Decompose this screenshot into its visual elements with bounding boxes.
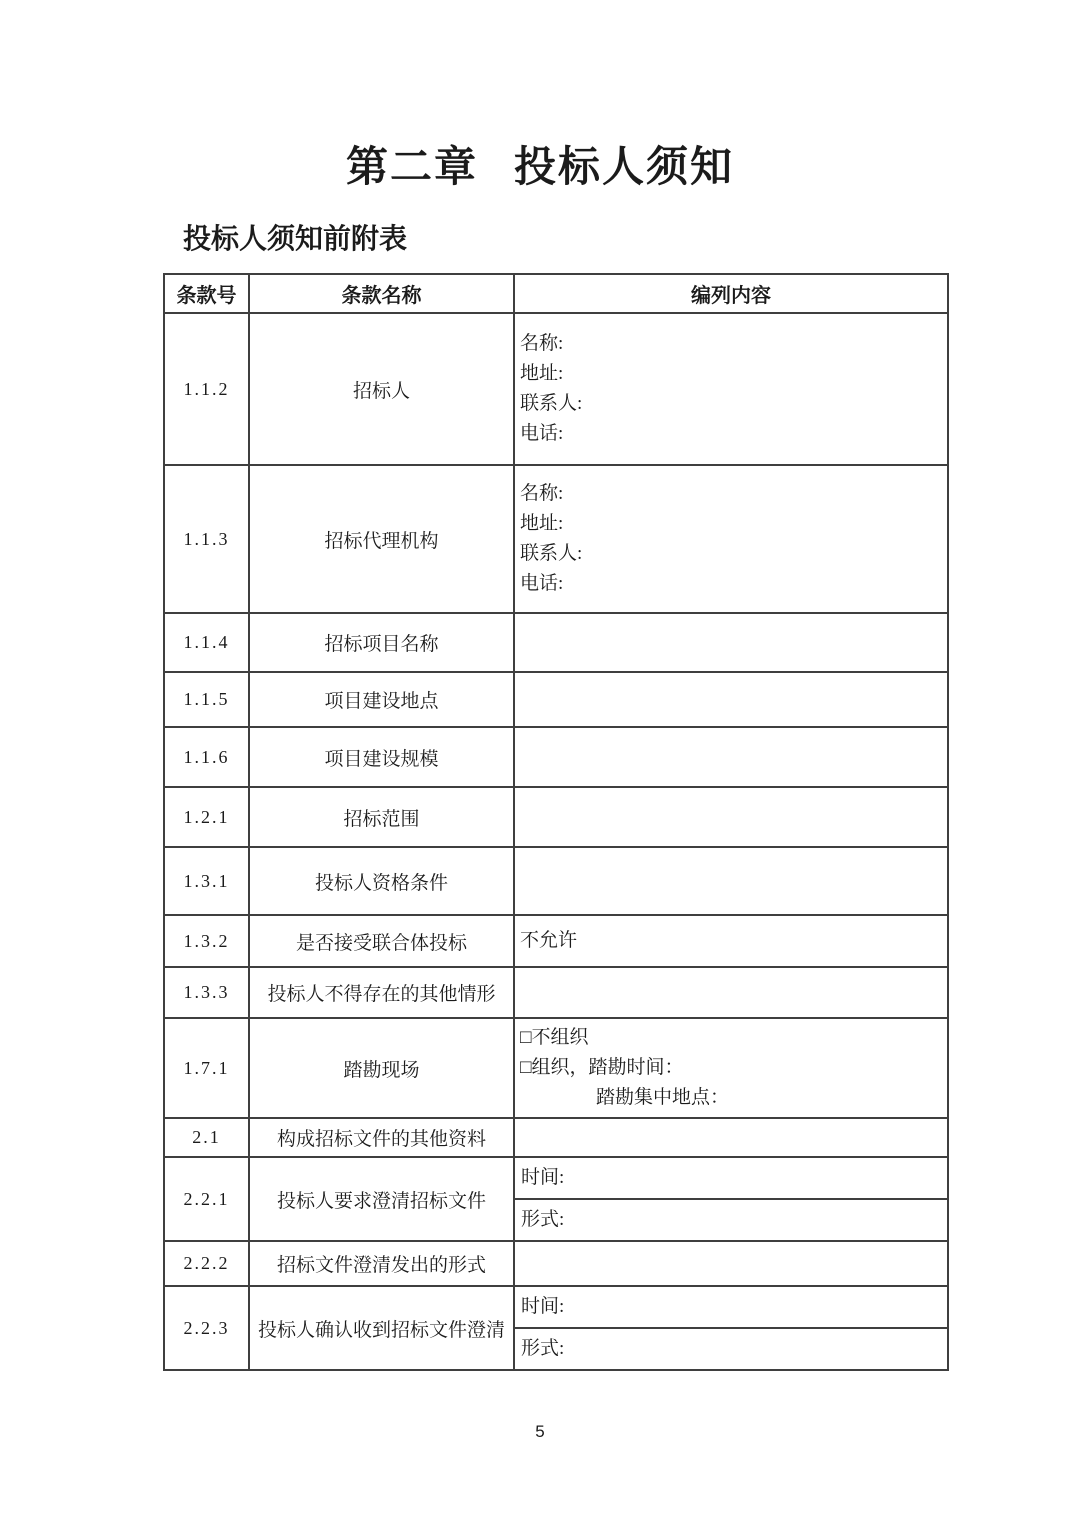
clause-no-cell: 2.1 (164, 1118, 249, 1157)
clause-name-cell: 项目建设规模 (249, 727, 514, 787)
clause-name-cell: 投标人要求澄清招标文件 (249, 1157, 514, 1241)
table-header-row (164, 274, 948, 313)
checkbox-icon: □ (520, 1027, 532, 1049)
clause-no-cell: 2.2.2 (164, 1241, 249, 1286)
header-content-cell: 编列内容 (514, 274, 948, 313)
content-cell (514, 1118, 948, 1157)
content-line: □不组织 (520, 1027, 589, 1049)
content-line: 联系人: (520, 543, 583, 565)
content-cell (514, 313, 948, 465)
clause-no-cell: 1.1.3 (164, 465, 249, 613)
clause-name-cell: 招标文件澄清发出的形式 (249, 1241, 514, 1286)
content-line: 踏勘集中地点： (520, 1087, 730, 1109)
content-cell (514, 1157, 948, 1241)
content-line: 地址: (520, 363, 564, 385)
table-row (164, 1118, 948, 1157)
content-cell (514, 967, 948, 1018)
content-cell (514, 727, 948, 787)
table-row (164, 1018, 948, 1118)
content-sub-cell: 时间: (521, 1167, 565, 1189)
chapter-title-text: 投标人须知 (514, 145, 735, 191)
clause-name-cell: 招标范围 (249, 787, 514, 847)
clause-name-cell: 投标人不得存在的其他情形 (249, 967, 514, 1018)
content-cell (514, 1241, 948, 1286)
clause-no-cell: 1.3.1 (164, 847, 249, 915)
clause-name-cell: 踏勘现场 (249, 1018, 514, 1118)
clause-name-cell: 项目建设地点 (249, 672, 514, 727)
clause-name-cell: 投标人确认收到招标文件澄清 (249, 1286, 514, 1370)
section-title: 投标人须知前附表 (183, 224, 408, 256)
table-row (164, 1157, 948, 1241)
page-number: 5 (535, 1422, 545, 1441)
table-row (164, 465, 948, 613)
clause-no-cell: 1.7.1 (164, 1018, 249, 1118)
table-row (164, 727, 948, 787)
content-cell (514, 613, 948, 672)
content-cell (514, 915, 948, 967)
content-line: 不允许 (520, 930, 578, 952)
content-line: 地址: (520, 513, 564, 535)
content-cell (514, 847, 948, 915)
table-row (164, 672, 948, 727)
clause-no-cell: 1.1.4 (164, 613, 249, 672)
content-line: □组织，踏勘时间： (520, 1057, 684, 1079)
header-clause-no-cell: 条款号 (164, 274, 249, 313)
clause-no-cell: 1.2.1 (164, 787, 249, 847)
clause-name-cell: 招标人 (249, 313, 514, 465)
content-sub-cell: 形式: (515, 1327, 947, 1369)
clause-no-cell: 1.1.2 (164, 313, 249, 465)
content-sub-cell: 时间: (521, 1296, 565, 1318)
clause-name-cell: 是否接受联合体投标 (249, 915, 514, 967)
table-row (164, 1286, 948, 1370)
chapter-title (0, 0, 1080, 190)
clause-no-cell: 2.2.3 (164, 1286, 249, 1370)
content-cell (514, 1286, 948, 1370)
table-row (164, 915, 948, 967)
clause-no-cell: 1.3.2 (164, 915, 249, 967)
clause-no-cell: 2.2.1 (164, 1157, 249, 1241)
content-line: 电话: (520, 423, 564, 445)
content-line: 联系人: (520, 393, 583, 415)
clause-name-cell: 招标项目名称 (249, 613, 514, 672)
clauses-table (163, 273, 949, 1371)
checkbox-icon: □ (520, 1057, 532, 1079)
content-cell (514, 1018, 948, 1118)
content-cell (514, 787, 948, 847)
content-sub-cell: 形式: (515, 1198, 947, 1240)
content-cell (514, 465, 948, 613)
table-row (164, 967, 948, 1018)
header-clause-name-cell: 条款名称 (249, 274, 514, 313)
content-cell (514, 672, 948, 727)
table-row (164, 1241, 948, 1286)
content-line: 电话: (520, 573, 564, 595)
table-row (164, 787, 948, 847)
clause-name-cell: 投标人资格条件 (249, 847, 514, 915)
table-row (164, 613, 948, 672)
clause-no-cell: 1.1.6 (164, 727, 249, 787)
clause-no-cell: 1.3.3 (164, 967, 249, 1018)
clause-name-cell: 构成招标文件的其他资料 (249, 1118, 514, 1157)
content-line: 名称: (520, 333, 564, 355)
table-row (164, 847, 948, 915)
content-line: 名称: (520, 483, 564, 505)
clauses-table-body (164, 313, 948, 1370)
chapter-title-number: 第二章 (345, 145, 478, 191)
clause-name-cell: 招标代理机构 (249, 465, 514, 613)
table-row (164, 313, 948, 465)
clause-no-cell: 1.1.5 (164, 672, 249, 727)
